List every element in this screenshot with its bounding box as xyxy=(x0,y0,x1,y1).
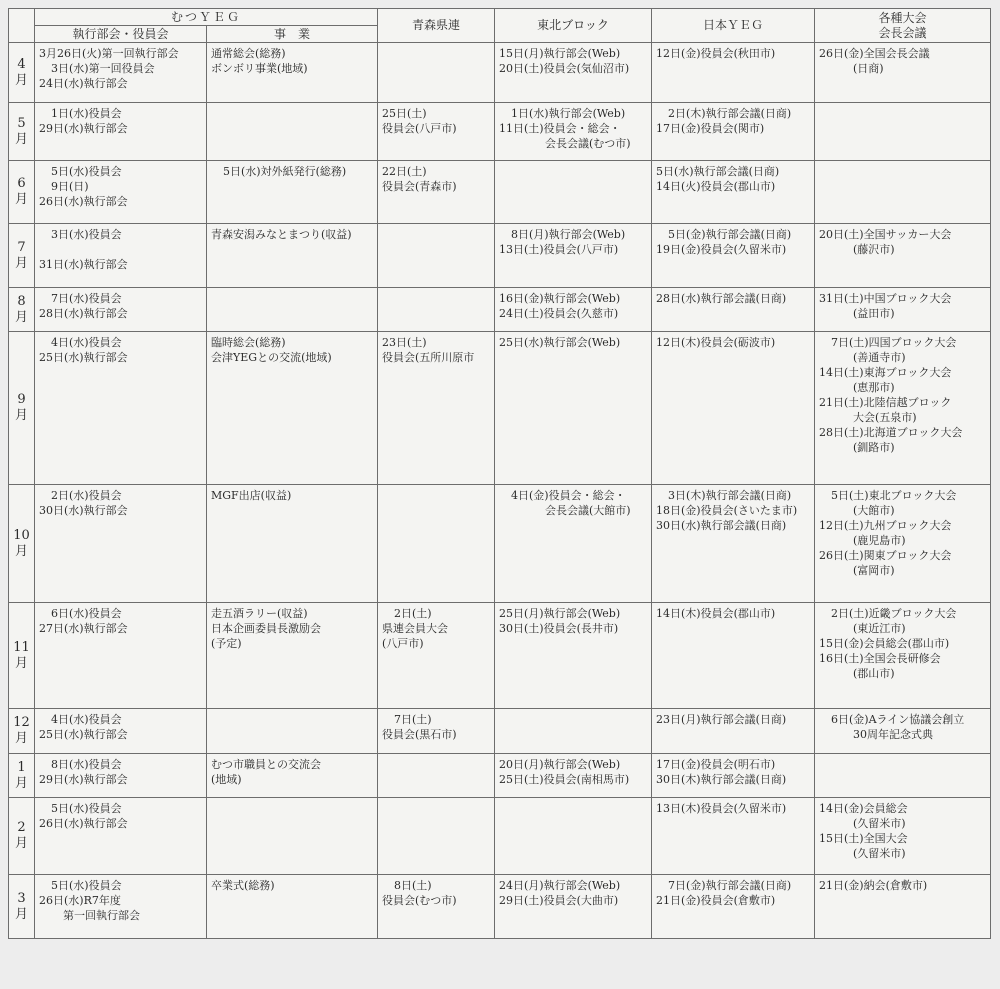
annual-schedule-table xyxy=(8,8,991,939)
cell-aomori xyxy=(378,224,495,288)
month-kanji: 月 xyxy=(14,255,28,271)
entry-line: (東近江市) xyxy=(853,622,906,635)
cell-tohoku xyxy=(495,485,652,603)
cell-kakushu xyxy=(815,754,991,798)
entry-line: 23日(土) xyxy=(382,336,427,349)
month-kanji: 月 xyxy=(14,906,28,922)
cell-nihon xyxy=(652,161,815,224)
entry-line: 18日(金)役員会(さいたま市) xyxy=(656,504,798,517)
entry-line: 30日(水)執行部会議(日商) xyxy=(656,519,787,532)
entry-line: (善通寺市) xyxy=(853,351,906,364)
entry-line: 26日(水)執行部会 xyxy=(39,195,128,208)
entry-line: 27日(水)執行部会 xyxy=(39,622,128,635)
entry-line: 4日(水)役員会 xyxy=(51,713,122,726)
cell-exec xyxy=(35,43,207,103)
month-row xyxy=(9,332,991,485)
entry-line: 2日(水)役員会 xyxy=(51,489,122,502)
cell-jigyo xyxy=(207,224,378,288)
cell-aomori xyxy=(378,875,495,939)
cell-nihon xyxy=(652,709,815,754)
entry-line: 臨時総会(総務) xyxy=(211,336,286,349)
month-row xyxy=(9,288,991,332)
entry-line: 11日(土)役員会・総会・ xyxy=(499,122,621,135)
cell-exec xyxy=(35,754,207,798)
entry-line: 14日(土)東海ブロック大会 xyxy=(819,366,952,379)
entry-line: 15日(金)会員総会(郡山市) xyxy=(819,637,950,650)
cell-nihon xyxy=(652,754,815,798)
entry-line: 8日(水)役員会 xyxy=(51,758,122,771)
entry-line: (八戸市) xyxy=(382,637,424,650)
month-kanji: 月 xyxy=(14,655,28,671)
entry-line: (久留米市) xyxy=(853,847,906,860)
month-kanji: 月 xyxy=(14,775,28,791)
month-kanji: 月 xyxy=(14,309,28,325)
entry-line: 28日(水)執行部会 xyxy=(39,307,128,320)
cell-kakushu xyxy=(815,798,991,875)
month-number: 10 xyxy=(13,527,30,543)
entry-line: 16日(金)執行部会(Web) xyxy=(499,292,621,305)
entry-line: 5日(水)役員会 xyxy=(51,165,122,178)
entry-line: (久留米市) xyxy=(853,817,906,830)
cell-nihon xyxy=(652,332,815,485)
month-kanji: 月 xyxy=(14,408,28,423)
entry-line: 19日(金)役員会(久留米市) xyxy=(656,243,787,256)
month-label xyxy=(9,875,35,939)
cell-kakushu xyxy=(815,224,991,288)
cell-aomori xyxy=(378,754,495,798)
cell-tohoku xyxy=(495,754,652,798)
entry-line: 5日(金)執行部会議(日商) xyxy=(668,228,792,241)
entry-line: 2日(土) xyxy=(394,607,432,620)
entry-line: 22日(土) xyxy=(382,165,427,178)
cell-kakushu xyxy=(815,43,991,103)
entry-line: 14日(木)役員会(郡山市) xyxy=(656,607,776,620)
cell-jigyo xyxy=(207,288,378,332)
entry-line: 29日(土)役員会(大曲市) xyxy=(499,894,619,907)
month-kanji: 月 xyxy=(14,836,28,851)
entry-line: 14日(火)役員会(郡山市) xyxy=(656,180,776,193)
entry-line: 3日(水)第一回役員会 xyxy=(51,62,155,75)
month-number: 6 xyxy=(17,176,26,191)
cell-aomori xyxy=(378,43,495,103)
cell-jigyo xyxy=(207,103,378,161)
entry-line: 26日(金)全国会長会議 xyxy=(819,47,930,60)
cell-kakushu xyxy=(815,103,991,161)
entry-line: 5日(水)役員会 xyxy=(51,802,122,815)
entry-line: 16日(土)全国会長研修会 xyxy=(819,652,941,665)
header-kakushu-line1: 各種大会 xyxy=(878,10,927,25)
cell-exec xyxy=(35,332,207,485)
cell-exec xyxy=(35,288,207,332)
month-number: 3 xyxy=(17,890,26,906)
month-row xyxy=(9,798,991,875)
cell-jigyo xyxy=(207,485,378,603)
cell-nihon xyxy=(652,798,815,875)
header-mutsu-yeg: むつＹＥＧ xyxy=(35,9,378,26)
entry-line: 25日(土)役員会(南相馬市) xyxy=(499,773,630,786)
entry-line: 7日(水)役員会 xyxy=(51,292,122,305)
cell-exec xyxy=(35,875,207,939)
entry-line: 24日(土)役員会(久慈市) xyxy=(499,307,619,320)
cell-kakushu xyxy=(815,288,991,332)
month-label xyxy=(9,43,35,103)
cell-aomori xyxy=(378,485,495,603)
entry-line: 20日(月)執行部会(Web) xyxy=(499,758,621,771)
cell-tohoku xyxy=(495,709,652,754)
entry-line: 21日(金)納会(倉敷市) xyxy=(819,879,928,892)
entry-line: 25日(水)執行部会 xyxy=(39,728,128,741)
entry-line: むつ市職員との交流会 xyxy=(211,758,321,771)
month-row xyxy=(9,603,991,709)
cell-jigyo xyxy=(207,875,378,939)
month-row xyxy=(9,754,991,798)
cell-tohoku xyxy=(495,43,652,103)
entry-line: 8日(月)執行部会(Web) xyxy=(511,228,626,241)
entry-line: 8日(土) xyxy=(394,879,432,892)
entry-line: 12日(土)九州ブロック大会 xyxy=(819,519,952,532)
cell-exec xyxy=(35,798,207,875)
entry-line: 7日(土)四国ブロック大会 xyxy=(831,336,957,349)
entry-line: 24日(水)執行部会 xyxy=(39,77,128,90)
entry-line: 6日(水)役員会 xyxy=(51,607,122,620)
entry-line: 3日(水)役員会 xyxy=(51,228,122,241)
entry-line: 役員会(青森市) xyxy=(382,180,457,193)
cell-nihon xyxy=(652,485,815,603)
cell-aomori xyxy=(378,161,495,224)
entry-line: 日本企画委員長激励会 xyxy=(211,622,321,635)
cell-exec xyxy=(35,103,207,161)
entry-line: (藤沢市) xyxy=(853,243,895,256)
entry-line: 12日(木)役員会(砺波市) xyxy=(656,336,776,349)
entry-line: 15日(土)全国大会 xyxy=(819,832,908,845)
entry-line: 4日(水)役員会 xyxy=(51,336,122,349)
month-label xyxy=(9,798,35,875)
month-label xyxy=(9,332,35,485)
entry-line: 26日(土)関東ブロック大会 xyxy=(819,549,952,562)
header-exec: 執行部会・役員会 xyxy=(35,26,207,43)
cell-exec xyxy=(35,709,207,754)
month-label xyxy=(9,603,35,709)
entry-line: 役員会(黒石市) xyxy=(382,728,457,741)
month-row xyxy=(9,103,991,161)
entry-line: 17日(金)役員会(明石市) xyxy=(656,758,776,771)
entry-line: 12日(金)役員会(秋田市) xyxy=(656,47,776,60)
entry-line: 5日(水)対外紙発行(総務) xyxy=(223,165,347,178)
cell-tohoku xyxy=(495,161,652,224)
month-number: 4 xyxy=(17,56,26,72)
entry-line: 青森安潟みなとまつり(収益) xyxy=(211,228,352,241)
entry-line: 1日(水)執行部会(Web) xyxy=(511,107,626,120)
header-nihon: 日本ＹＥＧ xyxy=(652,9,815,43)
cell-nihon xyxy=(652,103,815,161)
entry-line: (郡山市) xyxy=(853,667,895,680)
month-number: 5 xyxy=(17,115,26,131)
entry-line: 28日(水)執行部会議(日商) xyxy=(656,292,787,305)
entry-line: 17日(金)役員会(関市) xyxy=(656,122,765,135)
entry-line: 7日(金)執行部会議(日商) xyxy=(668,879,792,892)
entry-line: 5日(水)役員会 xyxy=(51,879,122,892)
cell-tohoku xyxy=(495,875,652,939)
month-number: 12 xyxy=(13,715,30,730)
entry-line: 30日(水)執行部会 xyxy=(39,504,128,517)
cell-kakushu xyxy=(815,603,991,709)
cell-aomori xyxy=(378,709,495,754)
entry-line: 23日(月)執行部会議(日商) xyxy=(656,713,787,726)
entry-line: 30周年記念式典 xyxy=(853,728,934,741)
cell-exec xyxy=(35,485,207,603)
entry-line: 25日(月)執行部会(Web) xyxy=(499,607,621,620)
month-label xyxy=(9,224,35,288)
month-row xyxy=(9,161,991,224)
entry-line: 大会(五泉市) xyxy=(853,411,917,424)
entry-line: 6日(金)Aライン協議会創立 xyxy=(831,713,965,726)
entry-line: 25日(水)執行部会 xyxy=(39,351,128,364)
header-kakushu xyxy=(815,9,991,43)
entry-line: 30日(土)役員会(長井市) xyxy=(499,622,619,635)
entry-line: 15日(月)執行部会(Web) xyxy=(499,47,621,60)
month-row xyxy=(9,43,991,103)
entry-line: 3月26日(火)第一回執行部会 xyxy=(39,47,179,60)
cell-tohoku xyxy=(495,103,652,161)
cell-nihon xyxy=(652,224,815,288)
cell-kakushu xyxy=(815,485,991,603)
month-number: 9 xyxy=(17,392,26,407)
month-label xyxy=(9,161,35,224)
entry-line: 2日(木)執行部会議(日商) xyxy=(668,107,792,120)
entry-line: 25日(水)執行部会(Web) xyxy=(499,336,621,349)
month-number: 1 xyxy=(17,759,26,775)
cell-aomori xyxy=(378,288,495,332)
entry-line: (益田市) xyxy=(853,307,895,320)
cell-nihon xyxy=(652,43,815,103)
cell-tohoku xyxy=(495,603,652,709)
month-label xyxy=(9,485,35,603)
cell-jigyo xyxy=(207,603,378,709)
month-row xyxy=(9,875,991,939)
entry-line: 3日(木)執行部会議(日商) xyxy=(668,489,792,502)
cell-nihon xyxy=(652,603,815,709)
entry-line: 役員会(五所川原市 xyxy=(382,351,475,364)
cell-aomori xyxy=(378,798,495,875)
header-tohoku: 東北ブロック xyxy=(495,9,652,43)
entry-line: 29日(水)執行部会 xyxy=(39,122,128,135)
entry-line: 26日(水)R7年度 xyxy=(39,894,121,907)
month-kanji: 月 xyxy=(14,192,28,207)
entry-line: 20日(土)役員会(気仙沼市) xyxy=(499,62,630,75)
cell-tohoku xyxy=(495,224,652,288)
entry-line: 1日(水)役員会 xyxy=(51,107,122,120)
entry-line: 26日(水)執行部会 xyxy=(39,817,128,830)
cell-kakushu xyxy=(815,875,991,939)
header-kakushu-line2: 会長会議 xyxy=(878,25,927,40)
entry-line: (地域) xyxy=(211,773,242,786)
entry-line: 13日(木)役員会(久留米市) xyxy=(656,802,787,815)
cell-tohoku xyxy=(495,332,652,485)
cell-exec xyxy=(35,224,207,288)
header-aomori: 青森県連 xyxy=(378,9,495,43)
corner-cell xyxy=(9,9,35,43)
month-number: 11 xyxy=(13,639,30,655)
cell-nihon xyxy=(652,288,815,332)
cell-exec xyxy=(35,603,207,709)
entry-line: 卒業式(総務) xyxy=(211,879,275,892)
entry-line: 9日(日) xyxy=(51,180,89,193)
entry-line: (大館市) xyxy=(853,504,895,517)
entry-line: 28日(土)北海道ブロック大会 xyxy=(819,426,963,439)
entry-line: 通常総会(総務) xyxy=(211,47,286,60)
month-row xyxy=(9,224,991,288)
month-row xyxy=(9,709,991,754)
entry-line: MGF出店(収益) xyxy=(211,489,292,502)
entry-line: 29日(水)執行部会 xyxy=(39,773,128,786)
month-label xyxy=(9,709,35,754)
entry-line: 2日(土)近畿ブロック大会 xyxy=(831,607,957,620)
entry-line: 役員会(八戸市) xyxy=(382,122,457,135)
cell-nihon xyxy=(652,875,815,939)
entry-line: 21日(金)役員会(倉敷市) xyxy=(656,894,776,907)
month-kanji: 月 xyxy=(14,731,28,746)
entry-line: 県連会員大会 xyxy=(382,622,449,635)
cell-jigyo xyxy=(207,161,378,224)
month-label xyxy=(9,103,35,161)
entry-line: (富岡市) xyxy=(853,564,895,577)
entry-line: 7日(土) xyxy=(394,713,432,726)
cell-tohoku xyxy=(495,798,652,875)
cell-aomori xyxy=(378,332,495,485)
month-row xyxy=(9,485,991,603)
cell-tohoku xyxy=(495,288,652,332)
entry-line: 第一回執行部会 xyxy=(63,909,140,922)
cell-jigyo xyxy=(207,43,378,103)
entry-line: (恵那市) xyxy=(853,381,895,394)
entry-line: 役員会(むつ市) xyxy=(382,894,457,907)
entry-line: 14日(金)会員総会 xyxy=(819,802,908,815)
cell-jigyo xyxy=(207,332,378,485)
entry-line: 31日(水)執行部会 xyxy=(39,258,128,271)
cell-jigyo xyxy=(207,798,378,875)
month-label xyxy=(9,288,35,332)
entry-line: 5日(土)東北ブロック大会 xyxy=(831,489,957,502)
entry-line: 走五酒ラリー(収益) xyxy=(211,607,308,620)
entry-line: ボンボリ事業(地域) xyxy=(211,62,308,75)
entry-line: 会長会議(むつ市) xyxy=(545,137,631,150)
entry-line: 会長会議(大館市) xyxy=(545,504,631,517)
entry-line: (鹿児島市) xyxy=(853,534,906,547)
cell-kakushu xyxy=(815,161,991,224)
cell-aomori xyxy=(378,103,495,161)
schedule-body xyxy=(9,43,991,939)
entry-line: 24日(月)執行部会(Web) xyxy=(499,879,621,892)
entry-line: (予定) xyxy=(211,637,242,650)
month-kanji: 月 xyxy=(14,131,28,147)
cell-kakushu xyxy=(815,709,991,754)
entry-line: 4日(金)役員会・総会・ xyxy=(511,489,626,502)
cell-jigyo xyxy=(207,754,378,798)
header-jigyo: 事 業 xyxy=(207,26,378,43)
month-number: 2 xyxy=(17,820,26,835)
entry-line xyxy=(39,242,203,257)
entry-line: (日商) xyxy=(853,62,884,75)
entry-line: 25日(土) xyxy=(382,107,427,120)
entry-line: 13日(土)役員会(八戸市) xyxy=(499,243,619,256)
month-number: 8 xyxy=(17,293,26,309)
entry-line: (釧路市) xyxy=(853,441,895,454)
cell-exec xyxy=(35,161,207,224)
month-kanji: 月 xyxy=(14,543,28,559)
cell-jigyo xyxy=(207,709,378,754)
entry-line: 21日(土)北陸信越ブロック xyxy=(819,396,952,409)
entry-line: 5日(水)執行部会議(日商) xyxy=(656,165,780,178)
month-label xyxy=(9,754,35,798)
entry-line: 会津YEGとの交流(地域) xyxy=(211,351,332,364)
cell-aomori xyxy=(378,603,495,709)
month-number: 7 xyxy=(17,239,26,255)
entry-line: 30日(木)執行部会議(日商) xyxy=(656,773,787,786)
month-kanji: 月 xyxy=(14,72,28,88)
entry-line: 31日(土)中国ブロック大会 xyxy=(819,292,952,305)
cell-kakushu xyxy=(815,332,991,485)
entry-line: 20日(土)全国サッカー大会 xyxy=(819,228,952,241)
